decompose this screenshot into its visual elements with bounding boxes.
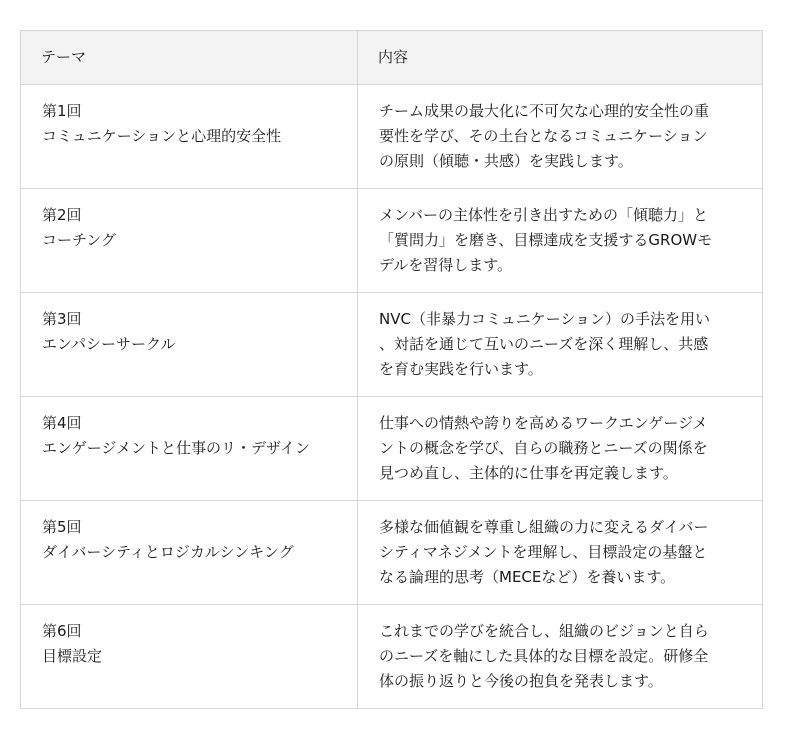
curriculum-table-container xyxy=(20,30,762,709)
content-line: を育む実践を行います。 xyxy=(379,360,543,378)
session-number: 第2回 xyxy=(42,206,82,224)
table-row xyxy=(21,501,763,605)
content-line: なる論理的思考（MECEなど）を養います。 xyxy=(379,568,676,586)
session-number: 第3回 xyxy=(42,310,82,328)
session-number: 第6回 xyxy=(42,622,82,640)
table-row xyxy=(21,189,763,293)
theme-title: 目標設定 xyxy=(42,647,103,665)
theme-title: エンゲージメントと仕事のリ・デザイン xyxy=(42,439,310,457)
session-number: 第1回 xyxy=(42,102,82,120)
content-line: シティマネジメントを理解し、目標設定の基盤と xyxy=(379,543,708,561)
content-line: 体の振り返りと今後の抱負を発表します。 xyxy=(379,672,663,690)
session-number: 第4回 xyxy=(42,414,82,432)
theme-cell xyxy=(21,501,358,605)
table-row xyxy=(21,293,763,397)
theme-cell xyxy=(21,397,358,501)
theme-cell xyxy=(21,189,358,293)
curriculum-table xyxy=(20,30,763,709)
content-line: これまでの学びを統合し、組織のビジョンと自ら xyxy=(379,622,709,640)
content-cell xyxy=(358,293,763,397)
header-theme xyxy=(21,31,358,85)
theme-title: コーチング xyxy=(42,231,116,249)
content-cell xyxy=(358,501,763,605)
content-line: の原則（傾聴・共感）を実践します。 xyxy=(379,152,633,170)
header-theme-label: テーマ xyxy=(41,48,87,66)
content-line: デルを習得します。 xyxy=(379,256,513,274)
theme-cell xyxy=(21,85,358,189)
table-row xyxy=(21,397,763,501)
content-line: のニーズを軸にした具体的な目標を設定。研修全 xyxy=(379,647,709,665)
content-line: 多様な価値観を尊重し組織の力に変えるダイバー xyxy=(379,518,709,536)
header-content xyxy=(358,31,763,85)
content-line: 仕事への情熱や誇りを高めるワークエンゲージメ xyxy=(379,414,708,432)
content-line: 、対話を通じて互いのニーズを深く理解し、共感 xyxy=(379,335,709,353)
content-line: 要性を学び、その土台となるコミュニケーション xyxy=(379,127,708,145)
content-line: ントの概念を学び、自らの職務とニーズの関係を xyxy=(379,439,708,457)
theme-cell xyxy=(21,293,358,397)
content-line: チーム成果の最大化に不可欠な心理的安全性の重 xyxy=(379,102,710,120)
content-line: メンバーの主体性を引き出すための「傾聴力」と xyxy=(379,206,708,224)
session-number: 第5回 xyxy=(42,518,82,536)
content-cell xyxy=(358,189,763,293)
theme-cell xyxy=(21,605,358,709)
theme-title: コミュニケーションと心理的安全性 xyxy=(42,127,282,145)
theme-title: ダイバーシティとロジカルシンキング xyxy=(42,543,294,561)
content-line: 「質問力」を磨き、目標達成を支援するGROWモ xyxy=(379,231,713,249)
content-cell xyxy=(358,397,763,501)
content-cell xyxy=(358,605,763,709)
content-cell xyxy=(358,85,763,189)
table-row xyxy=(21,605,763,709)
content-line: NVC（非暴力コミュニケーション）の手法を用い xyxy=(379,310,711,328)
theme-title: エンパシーサークル xyxy=(42,335,176,353)
table-header-row xyxy=(21,31,763,85)
header-content-label: 内容 xyxy=(378,48,409,66)
table-row xyxy=(21,85,763,189)
content-line: 見つめ直し、主体的に仕事を再定義します。 xyxy=(379,464,678,482)
